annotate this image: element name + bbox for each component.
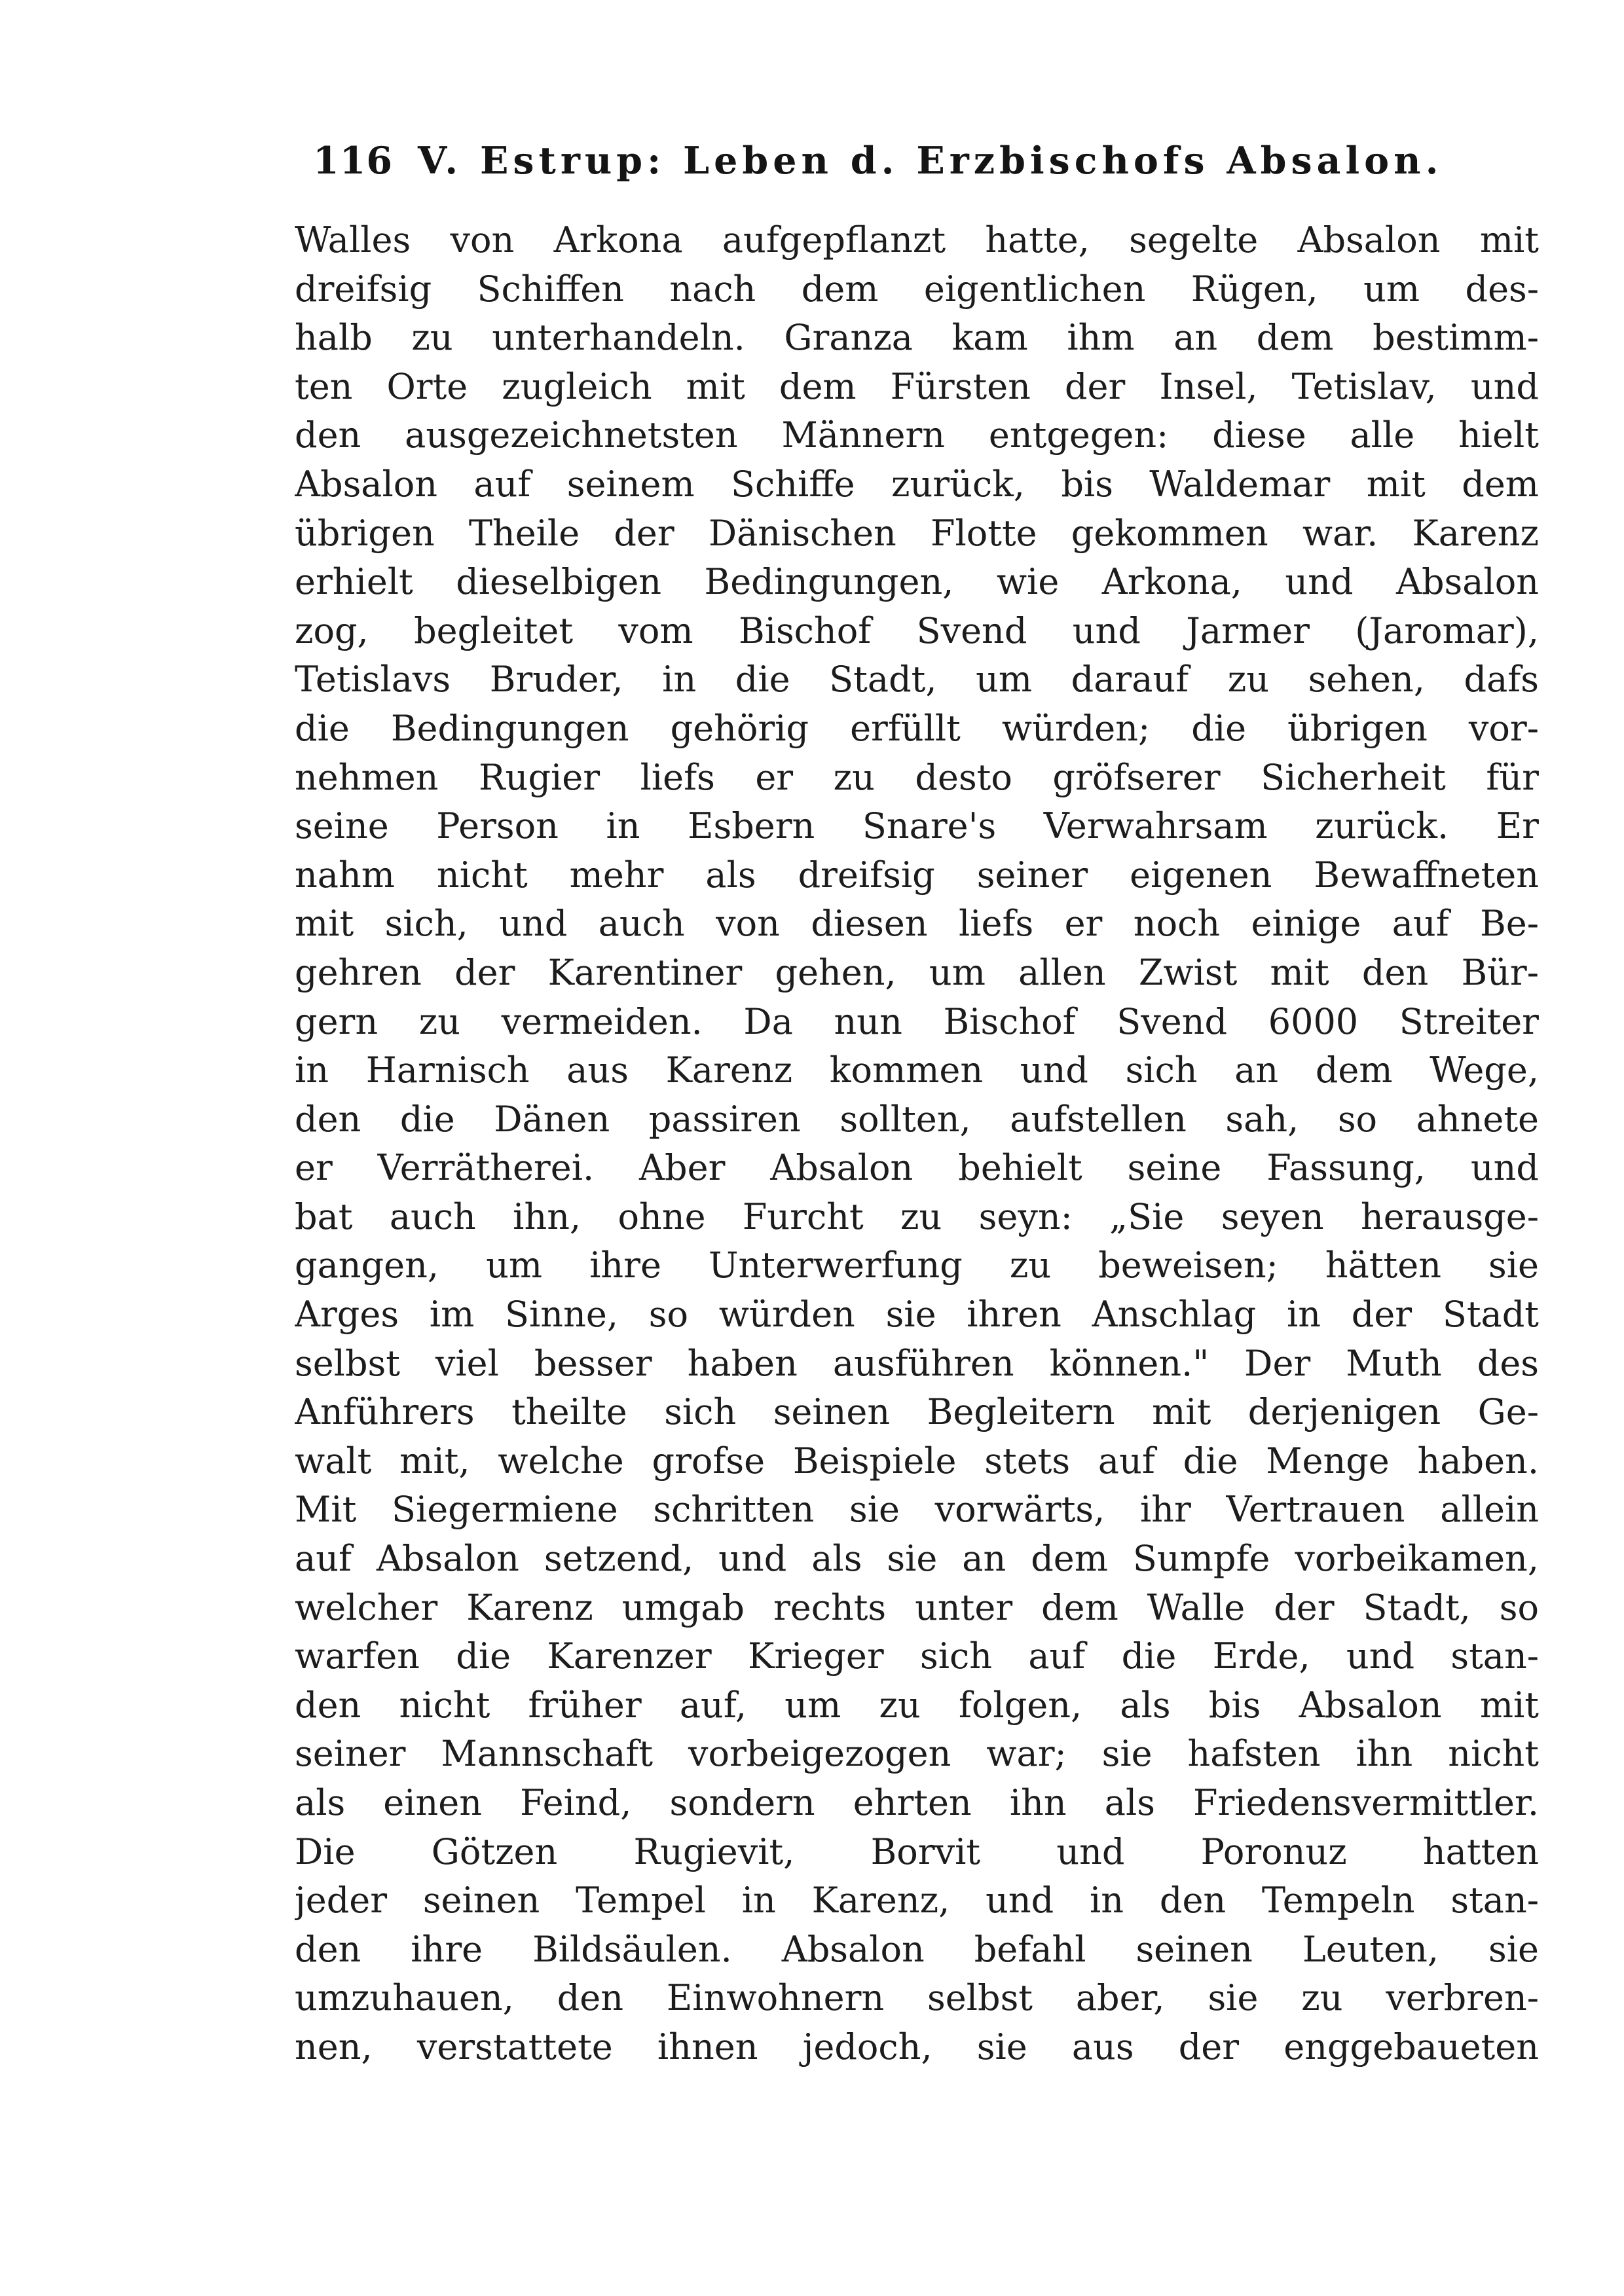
text-line: die Bedingungen gehörig erfüllt würden; die übrigen vor- — [295, 707, 1539, 749]
text-line: nehmen Rugier liefs er zu desto gröfserer Sicherheit für — [295, 756, 1539, 798]
text-line: den die Dänen passiren sollten, aufstellen sah, so ahnete — [295, 1098, 1539, 1140]
text-line: mit sich, und auch von diesen liefs er noch einige auf Be- — [295, 903, 1539, 945]
text-line: walt mit, welche grofse Beispiele stets auf die Menge haben. — [295, 1440, 1539, 1482]
body-text — [295, 216, 1539, 2072]
text-line: zog, begleitet vom Bischof Svend und Jarmer (Jaromar), — [295, 610, 1539, 651]
text-line: Die Götzen Rugievit, Borvit und Poronuz hatten — [295, 1831, 1539, 1872]
text-line: dreifsig Schiffen nach dem eigentlichen Rügen, um des- — [295, 268, 1539, 310]
text-line: Mit Siegermiene schritten sie vorwärts, ihr Vertrauen allein — [295, 1489, 1539, 1531]
running-title: V. Estrup: Leben d. Erzbischofs Absalon. — [418, 139, 1443, 183]
text-line: nen, verstattete ihnen jedoch, sie aus der enggebaueten — [295, 2026, 1539, 2068]
text-line: selbst viel besser haben ausführen können." Der Muth des — [295, 1342, 1539, 1384]
text-line: gern zu vermeiden. Da nun Bischof Svend 6000 Streiter — [295, 1000, 1539, 1042]
text-line: seiner Mannschaft vorbeigezogen war; sie hafsten ihn nicht — [295, 1733, 1539, 1775]
text-line: in Harnisch aus Karenz kommen und sich an dem Wege, — [295, 1049, 1539, 1091]
text-line: welcher Karenz umgab rechts unter dem Walle der Stadt, so — [295, 1586, 1539, 1628]
text-line: den nicht früher auf, um zu folgen, als bis Absalon mit — [295, 1684, 1539, 1726]
text-line: übrigen Theile der Dänischen Flotte gekommen war. Karenz — [295, 512, 1539, 554]
text-line: Arges im Sinne, so würden sie ihren Anschlag in der Stadt — [295, 1294, 1539, 1336]
text-line: jeder seinen Tempel in Karenz, und in den Tempeln stan- — [295, 1880, 1539, 1922]
text-line: ten Orte zugleich mit dem Fürsten der Insel, Tetislav, und — [295, 365, 1539, 407]
text-line: Anführers theilte sich seinen Begleitern mit derjenigen Ge- — [295, 1391, 1539, 1433]
text-line: seine Person in Esbern Snare's Verwahrsam zurück. Er — [295, 805, 1539, 847]
text-line: Absalon auf seinem Schiffe zurück, bis Waldemar mit dem — [295, 463, 1539, 505]
text-line: den ausgezeichnetsten Männern entgegen: diese alle hielt — [295, 414, 1539, 456]
text-line: Walles von Arkona aufgepflanzt hatte, segelte Absalon mit — [295, 219, 1539, 261]
text-line: gehren der Karentiner gehen, um allen Zwist mit den Bür- — [295, 951, 1539, 993]
running-head — [313, 139, 1524, 198]
text-line: nahm nicht mehr als dreifsig seiner eigenen Bewaffneten — [295, 854, 1539, 896]
page-number: 116 — [313, 139, 393, 183]
text-line: bat auch ihn, ohne Furcht zu seyn: „Sie seyen herausge- — [295, 1195, 1539, 1237]
text-line: erhielt dieselbigen Bedingungen, wie Arkona, und Absalon — [295, 561, 1539, 603]
text-line: halb zu unterhandeln. Granza kam ihm an dem bestimm- — [295, 317, 1539, 359]
text-line: als einen Feind, sondern ehrten ihn als Friedensvermittler. — [295, 1782, 1539, 1823]
text-line: Tetislavs Bruder, in die Stadt, um darauf zu sehen, dafs — [295, 659, 1539, 701]
text-line: warfen die Karenzer Krieger sich auf die Erde, und stan- — [295, 1635, 1539, 1677]
text-line: gangen, um ihre Unterwerfung zu beweisen; hätten sie — [295, 1245, 1539, 1286]
text-line: umzuhauen, den Einwohnern selbst aber, sie zu verbren- — [295, 1977, 1539, 2019]
text-line: auf Absalon setzend, und als sie an dem Sumpfe vorbeikamen, — [295, 1538, 1539, 1580]
text-line: er Verrätherei. Aber Absalon behielt seine Fassung, und — [295, 1147, 1539, 1189]
text-line: den ihre Bildsäulen. Absalon befahl seinen Leuten, sie — [295, 1928, 1539, 1970]
